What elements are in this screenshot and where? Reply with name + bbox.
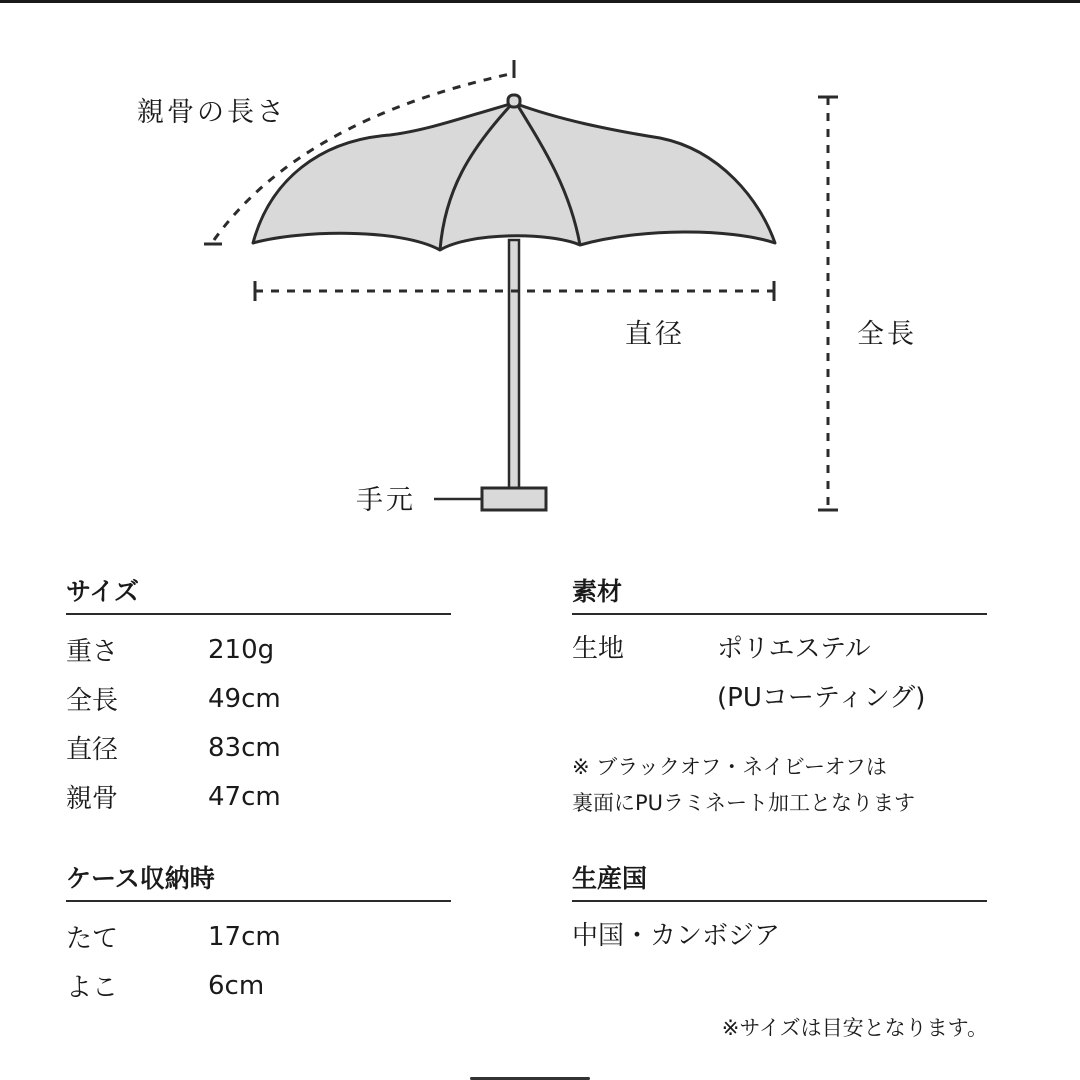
case-rule (66, 900, 451, 902)
row-value (717, 625, 925, 723)
size-row-weight (66, 625, 451, 674)
size-rule (66, 613, 451, 615)
total-length-label: 全長 (857, 319, 917, 350)
size-row-rib (66, 772, 451, 821)
size-footnote: ※サイズは目安となります。 (721, 1016, 988, 1040)
umbrella-handle (482, 488, 546, 510)
material-section (572, 571, 987, 821)
size-section (66, 571, 451, 821)
row-value: 47cm (208, 781, 281, 812)
row-label: たて (66, 924, 119, 954)
row-value: 17cm (208, 921, 281, 952)
material-heading: 素材 (572, 577, 623, 606)
row-value: 6cm (208, 970, 265, 1001)
origin-rule (572, 900, 987, 902)
umbrella-canopy (253, 103, 775, 250)
row-value: 210g (208, 634, 275, 665)
material-note-line2: 裏面にPUラミネート加工となります (572, 791, 916, 815)
case-row-height (66, 912, 451, 961)
material-value-line2: (PUコーティング) (717, 683, 926, 713)
case-row-width (66, 961, 451, 1010)
row-label: よこ (66, 973, 119, 1003)
row-value: 83cm (208, 732, 281, 763)
handle-label: 手元 (356, 485, 416, 516)
row-value: 49cm (208, 683, 281, 714)
size-row-total-length (66, 674, 451, 723)
material-value-line1: ポリエステル (717, 634, 871, 664)
row-label: 生地 (572, 634, 625, 664)
size-row-diameter (66, 723, 451, 772)
diameter-label: 直径 (625, 319, 685, 350)
rib-length-label: 親骨の長さ (137, 97, 287, 128)
origin-section (572, 858, 987, 961)
row-label: 重さ (66, 637, 119, 667)
origin-heading: 生産国 (572, 864, 648, 893)
umbrella-tip (508, 95, 520, 107)
row-label: 全長 (66, 686, 119, 716)
material-row-fabric (572, 625, 987, 723)
case-heading: ケース収納時 (66, 864, 215, 893)
material-rule (572, 613, 987, 615)
material-note (572, 749, 987, 821)
row-label: 直径 (66, 735, 119, 765)
material-note-line1: ※ ブラックオフ・ネイビーオフは (572, 755, 887, 779)
case-section (66, 858, 451, 1010)
size-heading: サイズ (66, 577, 140, 606)
umbrella-shaft (509, 240, 519, 490)
row-label: 親骨 (66, 784, 119, 814)
origin-value: 中国・カンボジア (572, 921, 781, 951)
